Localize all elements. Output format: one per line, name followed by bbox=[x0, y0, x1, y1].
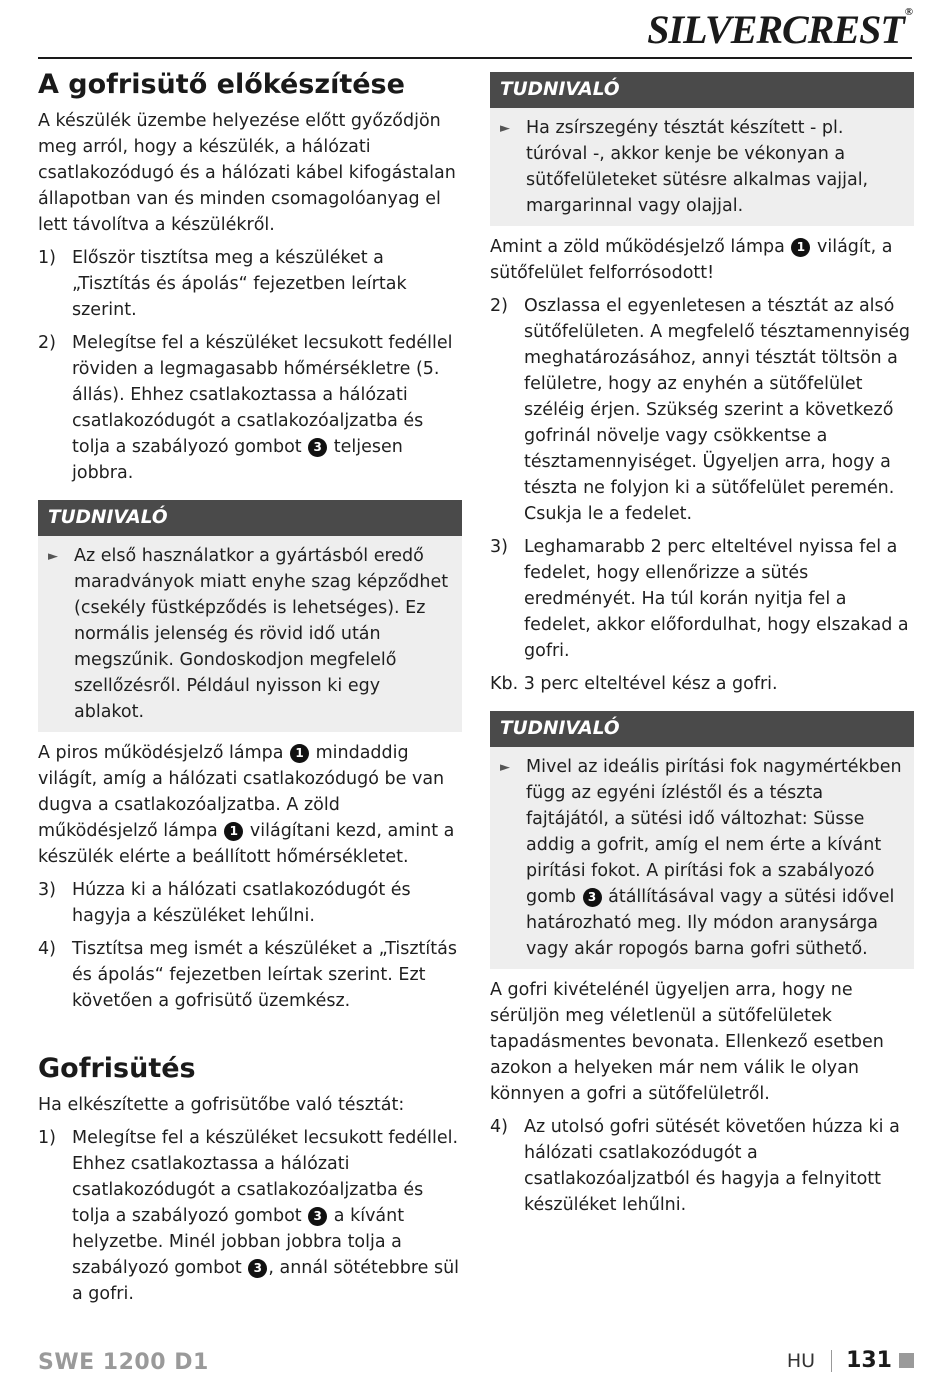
page-number: 131 bbox=[846, 1348, 892, 1373]
step-number: 2) bbox=[38, 333, 56, 353]
footer-model-number: SWE 1200 D1 bbox=[38, 1350, 209, 1375]
intro-paragraph: Ha elkészítette a gofrisütőbe való tésztát: bbox=[38, 1095, 405, 1115]
square-marker-icon bbox=[899, 1353, 914, 1368]
lamp-number-badge: 1 bbox=[791, 238, 810, 257]
note-box bbox=[490, 72, 914, 226]
removal-paragraph: A gofri kivételénél ügyeljen arra, hogy ne sérüljön meg véletlenül a sütőfelületek tapadásmentes bevonata. Ellenkező esetben azokon a helyeken már nem válik le olyan könnyen a gofri a sütőfelületről. bbox=[490, 980, 884, 1104]
registered-mark: ® bbox=[904, 6, 912, 18]
control-number-badge: 3 bbox=[248, 1259, 267, 1278]
step-text bbox=[72, 330, 462, 486]
note-heading: TUDNIVALÓ bbox=[490, 711, 914, 747]
paragraph-part: A piros működésjelző lámpa bbox=[38, 743, 290, 763]
header-rule bbox=[38, 57, 912, 59]
paragraph-part: világítani kezd, amint a készülék elérte a beállított hőmérsékletet. bbox=[38, 821, 455, 867]
note-heading: TUDNIVALÓ bbox=[490, 72, 914, 108]
note-body bbox=[490, 747, 914, 969]
note-box bbox=[38, 500, 462, 732]
step-item bbox=[38, 245, 462, 323]
left-column bbox=[38, 68, 462, 1314]
brand-name: SILVERCREST bbox=[647, 7, 904, 52]
step-item bbox=[490, 534, 914, 664]
step-text-part: Melegítse fel a készüléket lecsukott fedéllel. Ehhez csatlakoztassa a hálózati csatlakozódugót a csatlakozóaljzatba és tolja a szabályozó gombot bbox=[72, 1128, 459, 1226]
note-box bbox=[490, 711, 914, 969]
note-text-part: Mivel az ideális pirítási fok nagymértékben függ az egyéni ízléstől és a tészta fajtájától, a sütési idő változhat: Süsse addig a gofrit, amíg el nem érte a kívánt pirítási fokot. A pirítási fok a szabályozó gomb bbox=[526, 757, 902, 907]
triangle-bullet-icon: ► bbox=[48, 549, 58, 564]
step-item bbox=[38, 1125, 462, 1307]
step-text-part: teljesen jobbra. bbox=[72, 437, 403, 483]
green-lamp-paragraph bbox=[490, 234, 914, 286]
note-text: Ha zsírszegény tésztát készített - pl. túróval -, akkor kenje be vékonyan a sütőfelületeket sütésre alkalmas vajjal, margarinnal vagy olajjal. bbox=[526, 118, 869, 216]
step-number: 4) bbox=[38, 939, 56, 959]
note-body bbox=[490, 108, 914, 226]
section-title-preparation: A gofrisütő előkészítése bbox=[38, 69, 405, 100]
lamp-number-badge: 1 bbox=[290, 744, 309, 763]
intro-paragraph: A készülék üzembe helyezése előtt győződjön meg arról, hogy a készülék, a hálózati csatlakozódugó és a hálózati kábel kifogástalan állapotban van és minden csomagolóanyag el lett távolítva a készülékről. bbox=[38, 111, 456, 235]
triangle-bullet-icon: ► bbox=[500, 760, 510, 775]
step-number: 1) bbox=[38, 1128, 56, 1148]
control-number-badge: 3 bbox=[308, 1207, 327, 1226]
footer-pagination bbox=[787, 1348, 914, 1373]
step-text: Tisztítsa meg ismét a készüléket a „Tisztítás és ápolás“ fejezetben leírtak szerint. Ezt követően a gofrisütő üzemkész. bbox=[72, 939, 457, 1011]
step-text: Oszlassa el egyenletesen a tésztát az alsó sütőfelületen. A megfelelő tésztamennyiség meghatározásához, annyi tésztát töltsön a felületre, hogy az enyhén a sütőfelület széléig érjen. Szükség szerint a következő gofrinál növelje vagy csökkentse a tésztamennyiséget. Ügyeljen arra, hogy a tészta ne folyjon ki a sütőfelület peremén. Csukja le a fedelet. bbox=[524, 296, 910, 524]
brand-logo bbox=[647, 6, 912, 53]
control-number-badge: 3 bbox=[308, 438, 327, 457]
step-text: Először tisztítsa meg a készüléket a „Tisztítás és ápolás“ fejezetben leírtak szerint. bbox=[72, 248, 407, 320]
note-text-part: átállításával vagy a sütési idővel határozható meg. Ily módon aranysárga vagy akár ropogós barna gofri süthető. bbox=[526, 887, 895, 959]
lamp-number-badge: 1 bbox=[224, 822, 243, 841]
step-number: 1) bbox=[38, 248, 56, 268]
note-heading: TUDNIVALÓ bbox=[38, 500, 462, 536]
step-item bbox=[38, 330, 462, 486]
lamp-paragraph bbox=[38, 740, 462, 870]
note-body bbox=[38, 536, 462, 732]
step-item bbox=[490, 1114, 914, 1218]
note-text: Az első használatkor a gyártásból eredő maradványok miatt enyhe szag képződhet (csekély füstképződés is lehetséges). Ez normális jelenség és rövid idő után megszűnik. Gondoskodjon megfelelő szellőzésről. Például nyisson ki egy ablakot. bbox=[74, 546, 449, 722]
paragraph-part: Amint a zöld működésjelző lámpa bbox=[490, 237, 791, 257]
note-text bbox=[526, 754, 904, 962]
step-item bbox=[38, 877, 462, 929]
step-text: Az utolsó gofri sütését követően húzza ki a hálózati csatlakozódugót a csatlakozóaljzatból és hagyja a felnyitott készüléket lehűlni. bbox=[524, 1117, 900, 1215]
footer-divider bbox=[831, 1350, 832, 1372]
step-number: 3) bbox=[490, 537, 508, 557]
step-text: Leghamarabb 2 perc elteltével nyissa fel a fedelet, hogy ellenőrizze a sütés eredményét. Ha túl korán nyitja fel a fedelet, akkor előfordulhat, hogy elszakad a gofri. bbox=[524, 537, 909, 661]
step-text-part: a kívánt helyzetbe. Minél jobban jobbra tolja a szabályozó gombot bbox=[72, 1206, 405, 1278]
paragraph-part: mindaddig világít, amíg a hálózati csatlakozódugó be van dugva a csatlakozóaljzatba. A zöld működésjelző lámpa bbox=[38, 743, 445, 841]
footer-language: HU bbox=[786, 1349, 816, 1372]
step-number: 2) bbox=[490, 296, 508, 316]
step-text-part: , annál sötétebbre sül a gofri. bbox=[72, 1258, 460, 1304]
step-text bbox=[72, 1125, 462, 1307]
step-number: 4) bbox=[490, 1117, 508, 1137]
section-title-baking: Gofrisütés bbox=[38, 1053, 196, 1084]
step-text: Húzza ki a hálózati csatlakozódugót és hagyja a készüléket lehűlni. bbox=[72, 880, 411, 926]
waffle-baking-section bbox=[38, 1052, 462, 1307]
right-column bbox=[490, 72, 914, 1225]
step-item bbox=[38, 936, 462, 1014]
done-paragraph: Kb. 3 perc elteltével kész a gofri. bbox=[490, 674, 778, 694]
step-item bbox=[490, 293, 914, 527]
step-text-part: Melegítse fel a készüléket lecsukott fedéllel röviden a legmagasabb hőmérsékletre (5. állás). Ehhez csatlakoztassa a hálózati csatlakozódugót a csatlakozóaljzatba és tolja a szabályozó gombot bbox=[72, 333, 453, 457]
control-number-badge: 3 bbox=[583, 888, 602, 907]
triangle-bullet-icon: ► bbox=[500, 121, 510, 136]
step-number: 3) bbox=[38, 880, 56, 900]
paragraph-part: világít, a sütőfelület felforrósodott! bbox=[490, 237, 893, 283]
